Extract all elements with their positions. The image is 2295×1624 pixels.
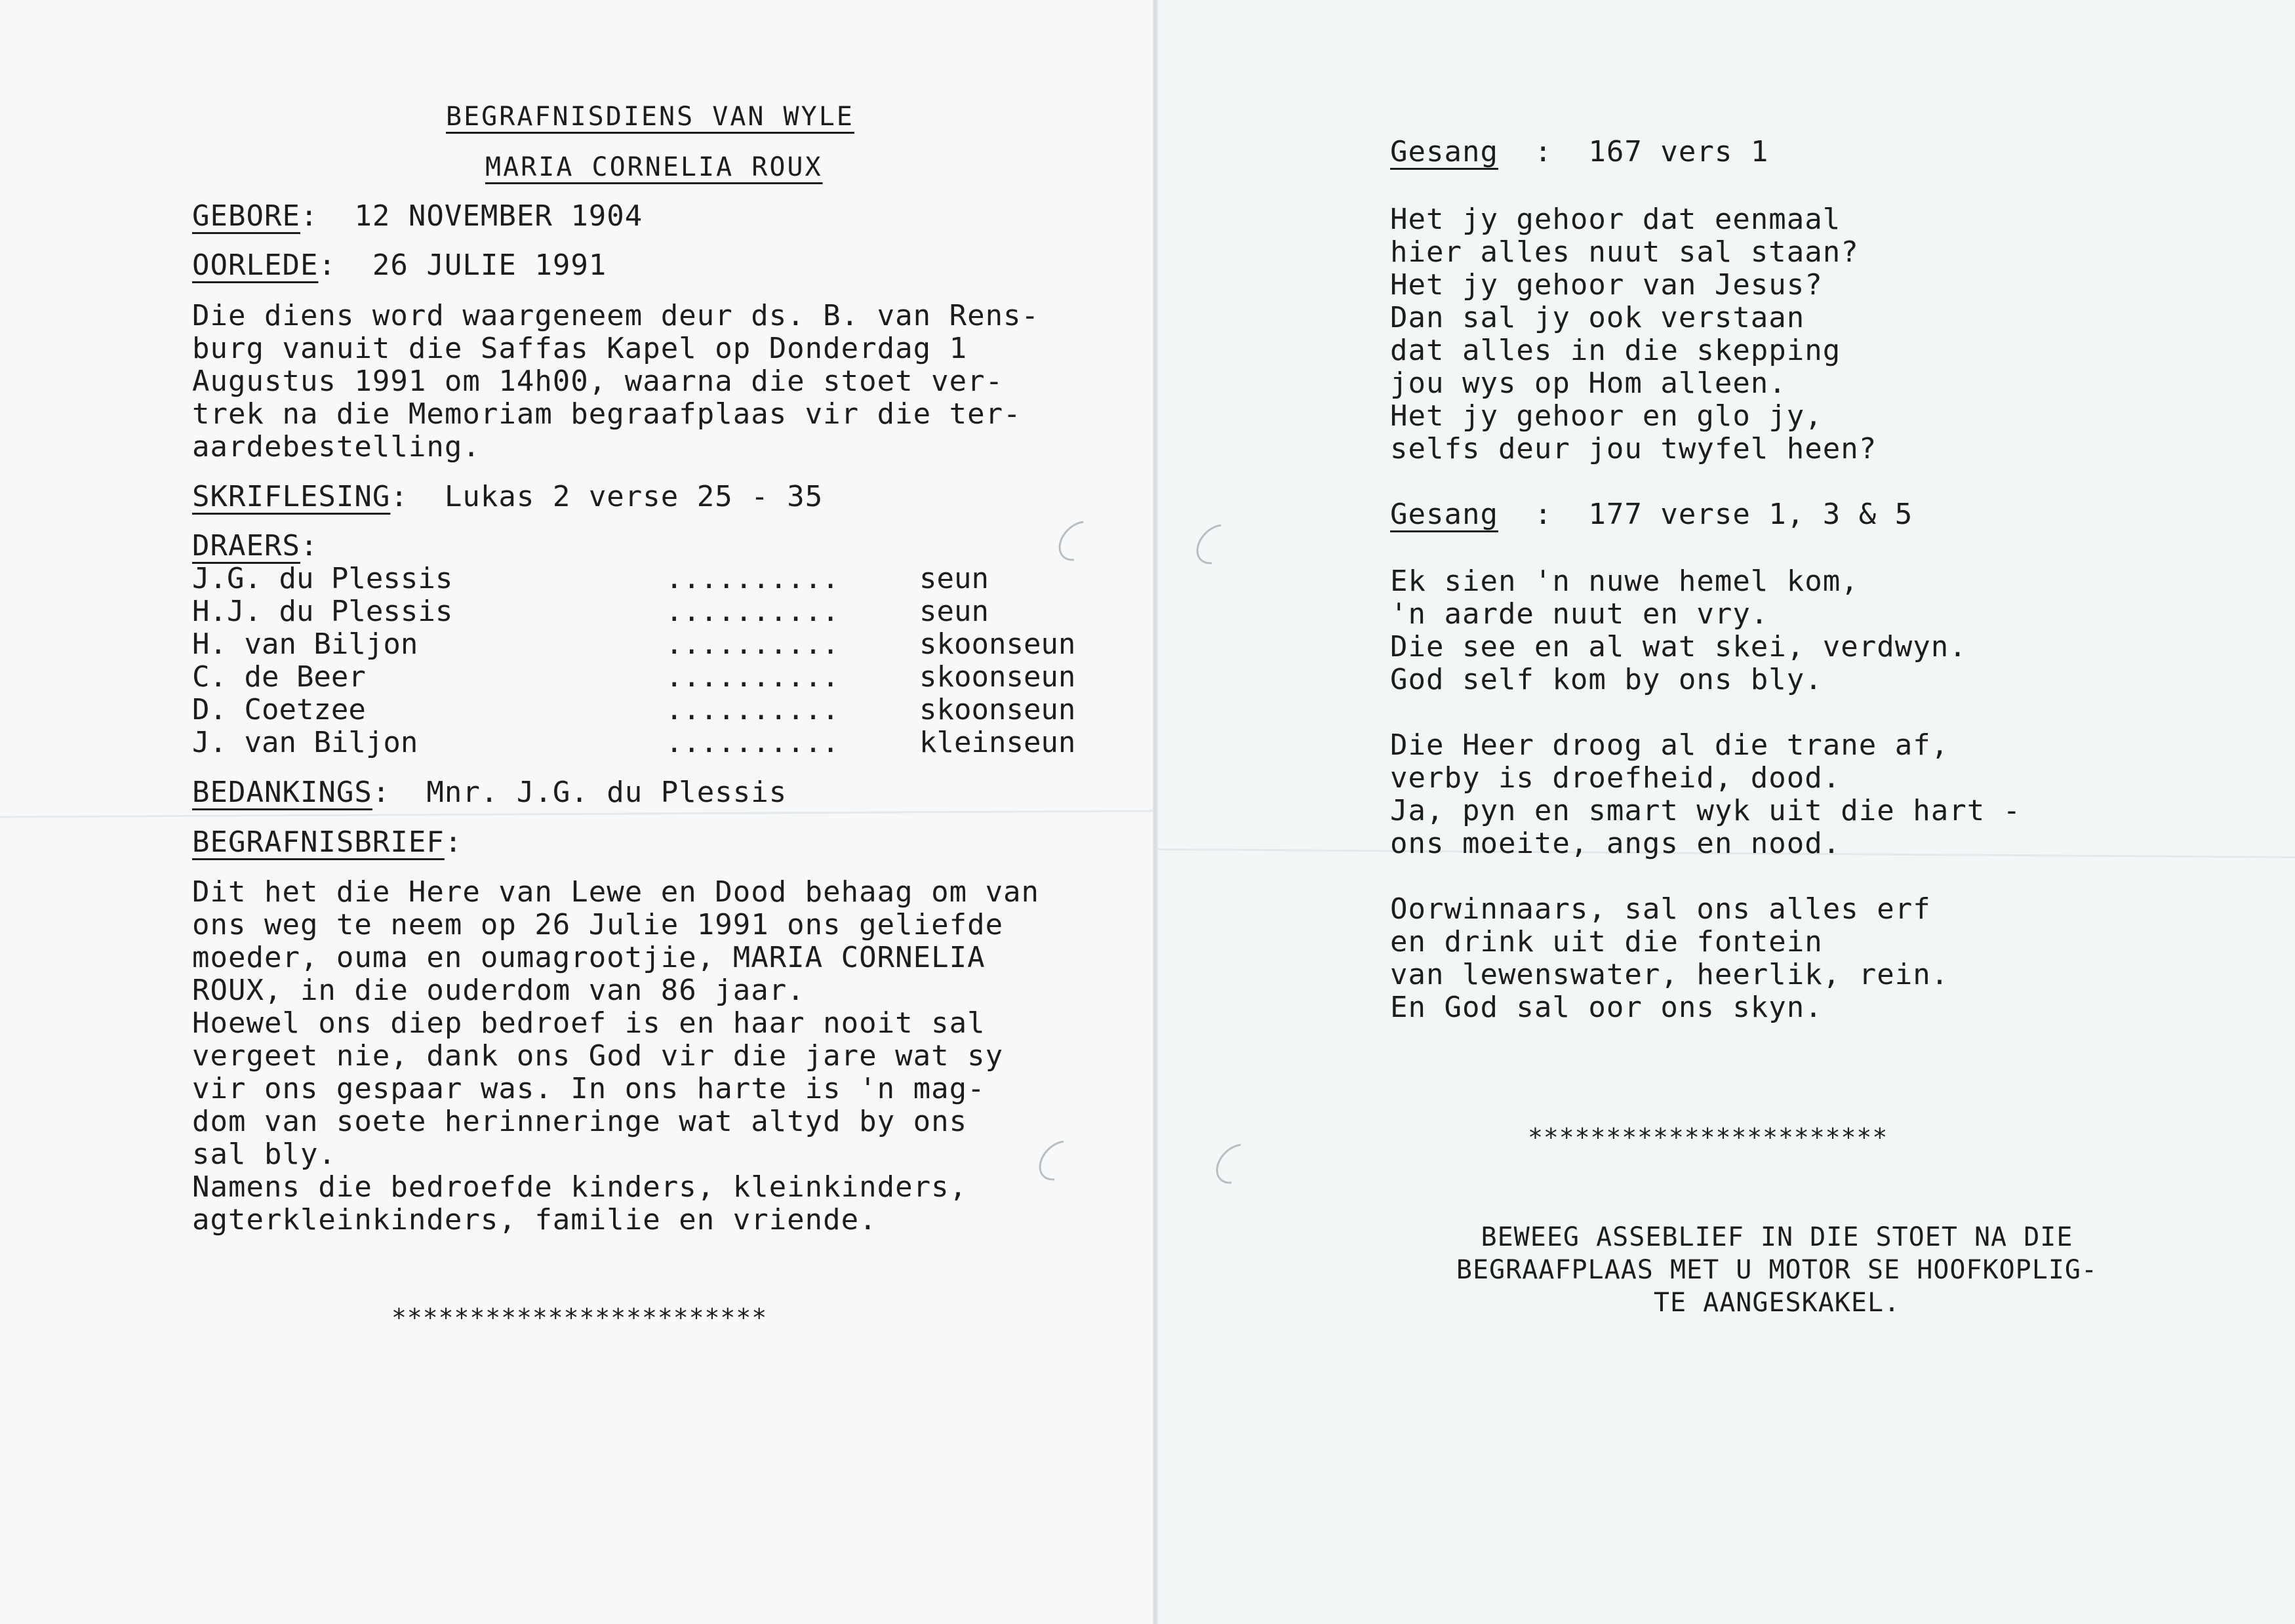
hymn1-heading [1390, 136, 1768, 168]
service-line: burg vanuit die Saffas Kapel op Donderdag 1 [192, 332, 968, 365]
bearer-name: D. Coetzee [192, 693, 366, 726]
hymn2-reference: : 177 verse 1, 3 & 5 [1534, 498, 1913, 531]
hymn-line: Oorwinnaars, sal ons alles erf [1390, 892, 1931, 926]
bearer-dots: .......... [666, 693, 839, 726]
bearer-relation: seun [919, 562, 989, 595]
letter-line: agterkleinkinders, familie en vriende. [192, 1203, 877, 1237]
hymn-line: ons moeite, angs en nood. [1390, 827, 1841, 860]
hymn1-reference: : 167 vers 1 [1534, 135, 1769, 168]
hymn-line: van lewenswater, heerlik, rein. [1390, 958, 1949, 991]
hymn2-label: Gesang [1390, 498, 1498, 531]
service-line: aardebestelling. [192, 430, 481, 464]
hymn-line: jou wys op Hom alleen. [1390, 366, 1787, 400]
bearers-heading: DRAERS: [192, 529, 319, 563]
hymn-line: Ja, pyn en smart wyk uit die hart - [1390, 794, 2022, 827]
closing-instruction [1390, 1221, 2164, 1319]
hymn-line: verby is droefheid, dood. [1390, 761, 1841, 795]
bearers-label: DRAERS [192, 529, 300, 563]
bearer-dots: .......... [666, 562, 839, 595]
bearer-relation: seun [919, 595, 989, 628]
letter-line: vir ons gespaar was. In ons harte is 'n mag- [192, 1072, 986, 1105]
letter-line: dom van soete herinneringe wat altyd by ons [192, 1105, 968, 1138]
died-value: 26 JULIE 1991 [372, 248, 607, 282]
bearer-name: H.J. du Plessis [192, 595, 453, 628]
left-stars-divider: ************************ [391, 1303, 768, 1332]
right-stars-divider: *********************** [1528, 1123, 1888, 1152]
title-line-1: BEGRAFNISDIENS VAN WYLE [446, 102, 854, 132]
title-line-2: MARIA CORNELIA ROUX [485, 152, 823, 182]
scripture-row: SKRIFLESING: Lukas 2 verse 25 - 35 [192, 480, 824, 513]
hymn-line: en drink uit die fontein [1390, 925, 1823, 959]
hymn1-label: Gesang [1390, 135, 1498, 168]
hymn-line: Die see en al wat skei, verdwyn. [1390, 630, 1967, 663]
bearer-relation: skoonseun [919, 627, 1076, 661]
bearer-dots: .......... [666, 726, 839, 759]
hymn-line: dat alles in die skepping [1390, 334, 1841, 367]
bearer-name: J.G. du Plessis [192, 562, 453, 595]
born-value: 12 NOVEMBER 1904 [354, 199, 643, 233]
letter-line: sal bly. [192, 1138, 336, 1171]
letter-heading: BEGRAFNISBRIEF: [192, 825, 463, 859]
bearer-relation: kleinseun [919, 726, 1076, 759]
closing-line: TE AANGESKAKEL. [1653, 1288, 1901, 1318]
hymn-line: God self kom by ons bly. [1390, 663, 1823, 696]
bearer-relation: skoonseun [919, 693, 1076, 726]
died-row: OORLEDE: 26 JULIE 1991 [192, 248, 607, 282]
hymn-line: hier alles nuut sal staan? [1390, 235, 1859, 269]
bearer-dots: .......... [666, 627, 839, 661]
letter-line: Hoewel ons diep bedroef is en haar nooit sal [192, 1006, 986, 1040]
closing-line: BEWEEG ASSEBLIEF IN DIE STOET NA DIE [1481, 1222, 2073, 1252]
bearer-name: H. van Biljon [192, 627, 418, 661]
service-line: trek na die Memoriam begraafplaas vir die ter- [192, 397, 1022, 431]
born-label: GEBORE [192, 199, 300, 233]
hymn-line: Het jy gehoor van Jesus? [1390, 268, 1823, 302]
thanks-value: Mnr. J.G. du Plessis [426, 776, 788, 809]
closing-line: BEGRAAFPLAAS MET U MOTOR SE HOOFKOPLIG- [1456, 1255, 2098, 1285]
died-label: OORLEDE [192, 248, 319, 282]
hymn-line: Het jy gehoor en glo jy, [1390, 399, 1823, 433]
letter-line: vergeet nie, dank ons God vir die jare wat sy [192, 1039, 1004, 1073]
hymn1-verse [1390, 203, 1877, 465]
service-line: Augustus 1991 om 14h00, waarna die stoet ver- [192, 365, 1004, 398]
hymn-line [1390, 696, 2021, 729]
scripture-label: SKRIFLESING [192, 480, 391, 513]
hymn-line: Die Heer droog al die trane af, [1390, 728, 1949, 762]
thanks-row: BEDANKINGS: Mnr. J.G. du Plessis [192, 776, 788, 809]
letter-paragraph [192, 876, 1039, 1237]
bearer-dots: .......... [666, 660, 839, 694]
hymn-line: En God sal oor ons skyn. [1390, 991, 1823, 1024]
hymn-line: Dan sal jy ook verstaan [1390, 301, 1805, 334]
bearer-name: C. de Beer [192, 660, 366, 694]
letter-line: moeder, ouma en oumagrootjie, MARIA CORNELIA [192, 941, 986, 974]
hymn-line: Het jy gehoor dat eenmaal [1390, 203, 1841, 236]
letter-line: Namens die bedroefde kinders, kleinkinders, [192, 1170, 968, 1204]
thanks-label: BEDANKINGS [192, 776, 372, 809]
letter-line: ROUX, in die ouderdom van 86 jaar. [192, 974, 805, 1007]
service-line: Die diens word waargeneem deur ds. B. van Rens- [192, 299, 1040, 332]
page-fold [1153, 0, 1158, 1624]
bearer-name: J. van Biljon [192, 726, 418, 759]
hymn-line: Ek sien 'n nuwe hemel kom, [1390, 564, 1859, 598]
hymn-line: 'n aarde nuut en vry. [1390, 597, 1769, 631]
bearer-relation: skoonseun [919, 660, 1076, 694]
letter-label: BEGRAFNISBRIEF [192, 825, 445, 859]
born-row: GEBORE: 12 NOVEMBER 1904 [192, 199, 643, 233]
hymn2-verses [1390, 565, 2021, 1024]
service-paragraph [192, 300, 1039, 464]
scripture-value: Lukas 2 verse 25 - 35 [444, 480, 824, 513]
bearer-dots: .......... [666, 595, 839, 628]
letter-line: ons weg te neem op 26 Julie 1991 ons geliefde [192, 908, 1004, 941]
letter-line: Dit het die Here van Lewe en Dood behaag om van [192, 875, 1040, 909]
hymn2-heading [1390, 498, 1913, 531]
hymn-line [1390, 860, 2021, 893]
hymn-line: selfs deur jou twyfel heen? [1390, 432, 1877, 465]
